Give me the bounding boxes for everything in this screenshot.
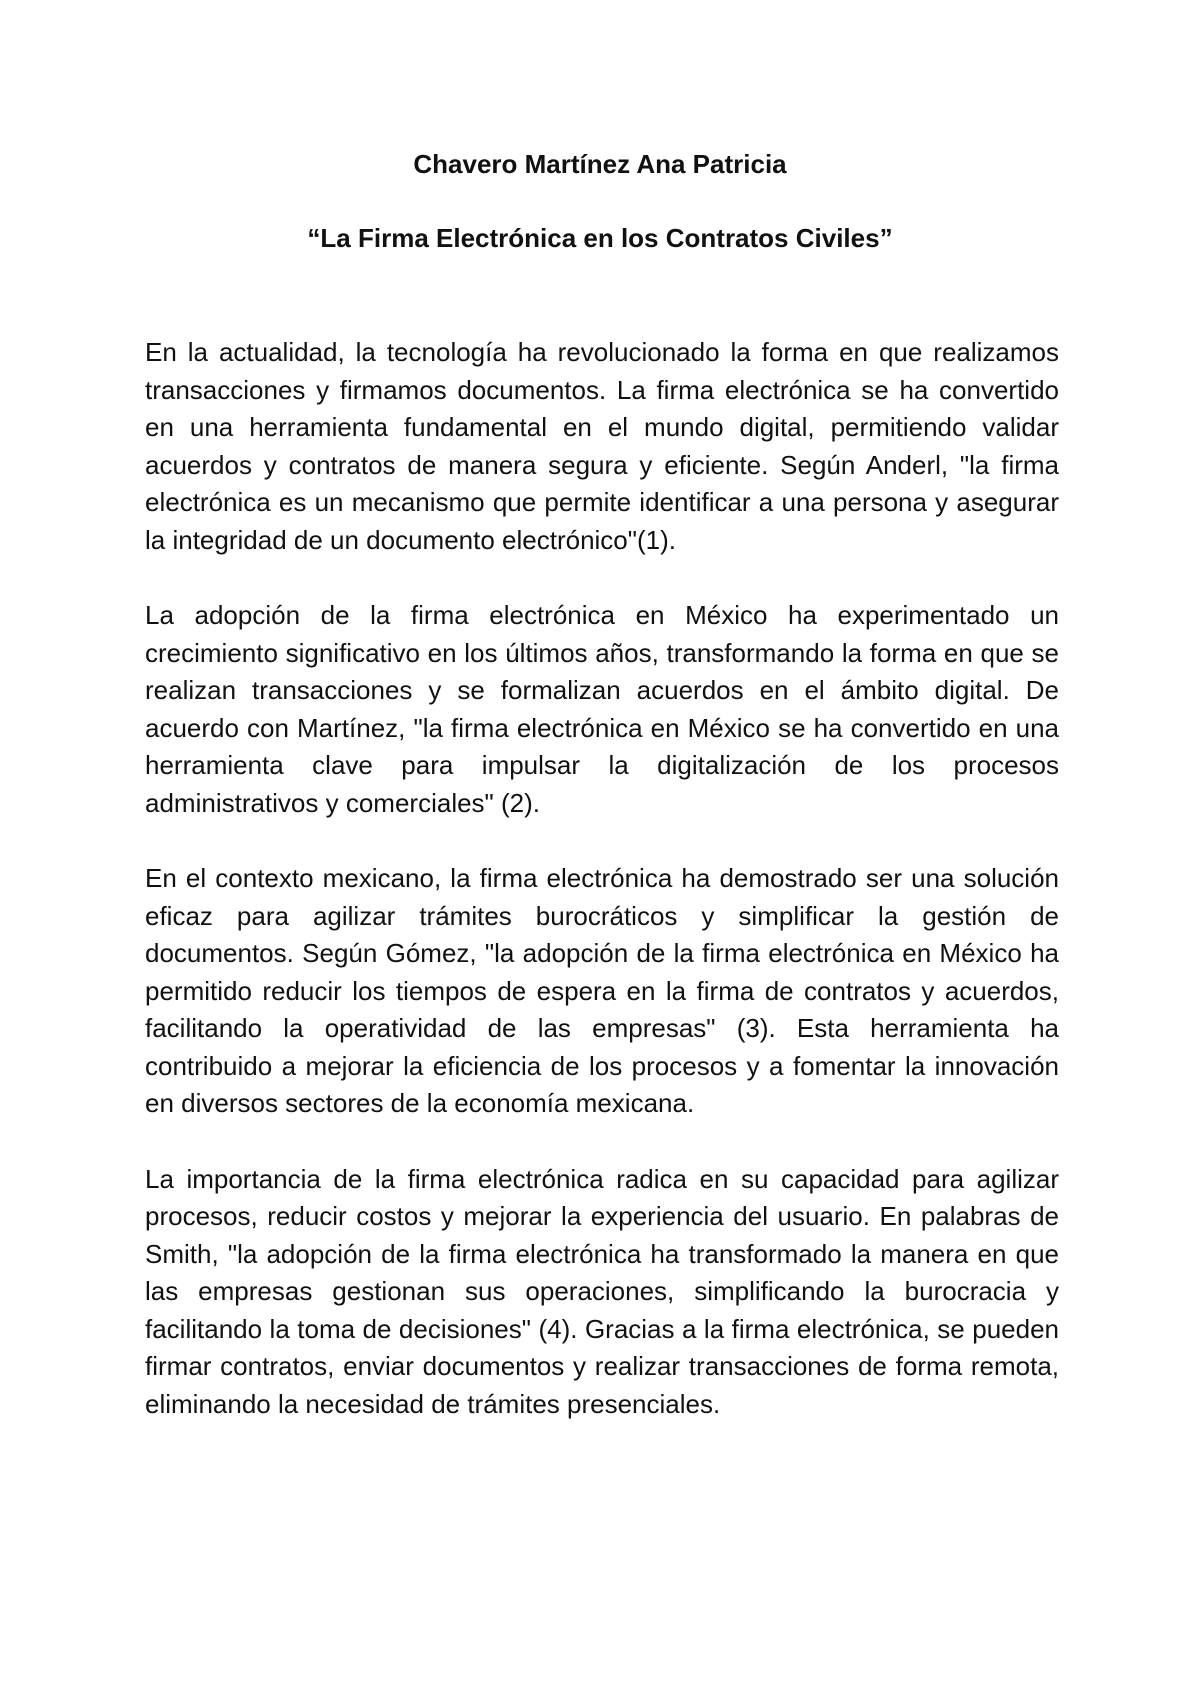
document-title: “La Firma Electrónica en los Contratos Civiles” xyxy=(307,223,893,253)
paragraph-intro: En la actualidad, la tecnología ha revolucionado la forma en que realizamos transacciones y firmamos documentos. La firma electrónica se ha convertido en una herramienta fundamental en el mundo digital, permitiendo validar acuerdos y contratos de manera segura y eficiente. Según Anderl, "la firma electrónica es un mecanismo que permite identificar a una persona y asegurar la integridad de un documento electrónico"(1). xyxy=(145,337,1059,555)
author-name: Chavero Martínez Ana Patricia xyxy=(413,149,787,179)
paragraph-mexican-context: En el contexto mexicano, la firma electrónica ha demostrado ser una solución eficaz para agilizar trámites burocráticos y simplificar la gestión de documentos. Según Gómez, "la adopción de la firma electrónica en México ha permitido reducir los tiempos de espera en la firma de contratos y acuerdos, facilitando la operatividad de las empresas" (3). Esta herramienta ha contribuido a mejorar la eficiencia de los procesos y a fomentar la innovación en diversos sectores de la economía mexicana. xyxy=(145,863,1059,1118)
paragraph-adoption-mexico: La adopción de la firma electrónica en México ha experimentado un crecimiento significativo en los últimos años, transformando la forma en que se realizan transacciones y se formalizan acuerdos en el ámbito digital. De acuerdo con Martínez, "la firma electrónica en México se ha convertido en una herramienta clave para impulsar la digitalización de los procesos administrativos y comerciales" (2). xyxy=(145,600,1059,818)
paragraph-importance: La importancia de la firma electrónica radica en su capacidad para agilizar procesos, reducir costos y mejorar la experiencia del usuario. En palabras de Smith, "la adopción de la firma electrónica ha transformado la manera en que las empresas gestionan sus operaciones, simplificando la burocracia y facilitando la toma de decisiones" (4). Gracias a la firma electrónica, se pueden firmar contratos, enviar documentos y realizar transacciones de forma remota, eliminando la necesidad de trámites presenciales. xyxy=(145,1163,1059,1419)
document-body xyxy=(145,334,1059,1461)
